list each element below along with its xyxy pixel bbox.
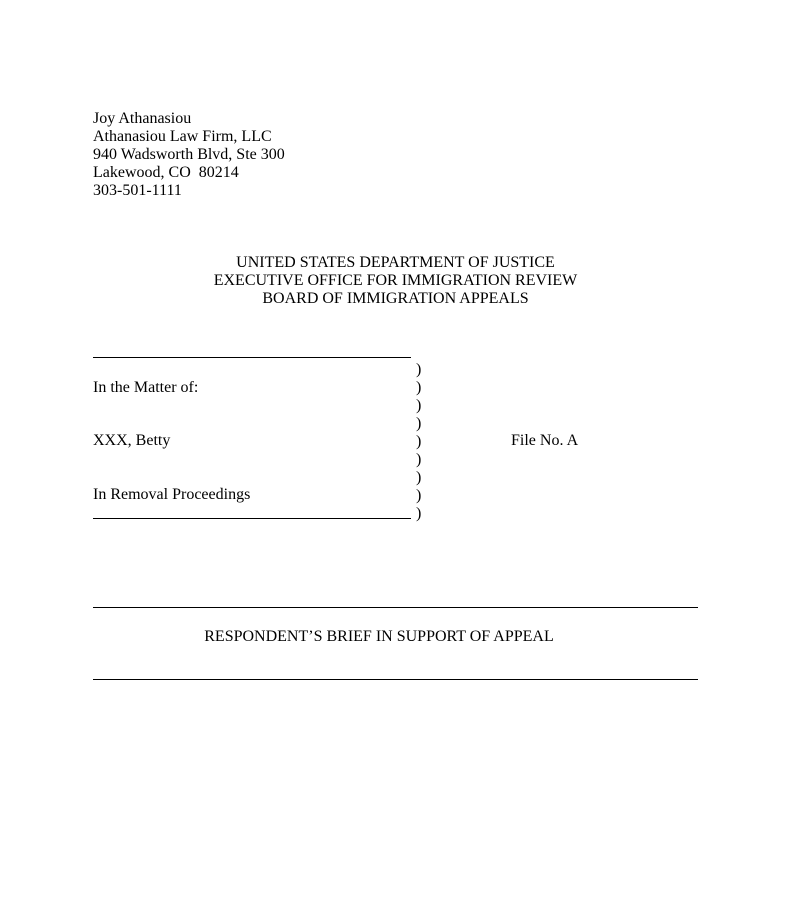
sender-street: 940 Wadsworth Blvd, Ste 300 (93, 146, 285, 163)
proceedings-label: In Removal Proceedings (93, 486, 251, 503)
title-bottom-rule (93, 679, 698, 680)
brief-title: RESPONDENT’S BRIEF IN SUPPORT OF APPEAL (204, 628, 554, 645)
caption-bottom-rule (93, 518, 411, 519)
agency-line-2: EXECUTIVE OFFICE FOR IMMIGRATION REVIEW (213, 272, 578, 289)
paren: ) (416, 505, 422, 522)
file-number: File No. A (511, 432, 579, 449)
caption-paren-column (416, 361, 421, 523)
title-top-rule (93, 607, 698, 608)
agency-line-3: BOARD OF IMMIGRATION APPEALS (262, 290, 529, 307)
respondent-name: XXX, Betty (93, 432, 171, 449)
paren: ) (416, 487, 422, 504)
paren: ) (416, 397, 422, 414)
paren: ) (416, 451, 422, 468)
sender-name: Joy Athanasiou (93, 110, 192, 127)
paren: ) (416, 415, 422, 432)
agency-line-1: UNITED STATES DEPARTMENT OF JUSTICE (236, 254, 555, 271)
matter-label: In the Matter of: (93, 379, 199, 396)
caption-top-rule (93, 357, 411, 358)
paren: ) (416, 433, 422, 450)
sender-firm: Athanasiou Law Firm, LLC (93, 128, 272, 145)
paren: ) (416, 361, 422, 378)
sender-city-state-zip: Lakewood, CO 80214 (93, 164, 239, 181)
sender-block (93, 110, 285, 200)
sender-phone: 303-501-1111 (93, 182, 182, 199)
agency-heading (0, 254, 791, 308)
paren: ) (416, 469, 422, 486)
paren: ) (416, 379, 422, 396)
